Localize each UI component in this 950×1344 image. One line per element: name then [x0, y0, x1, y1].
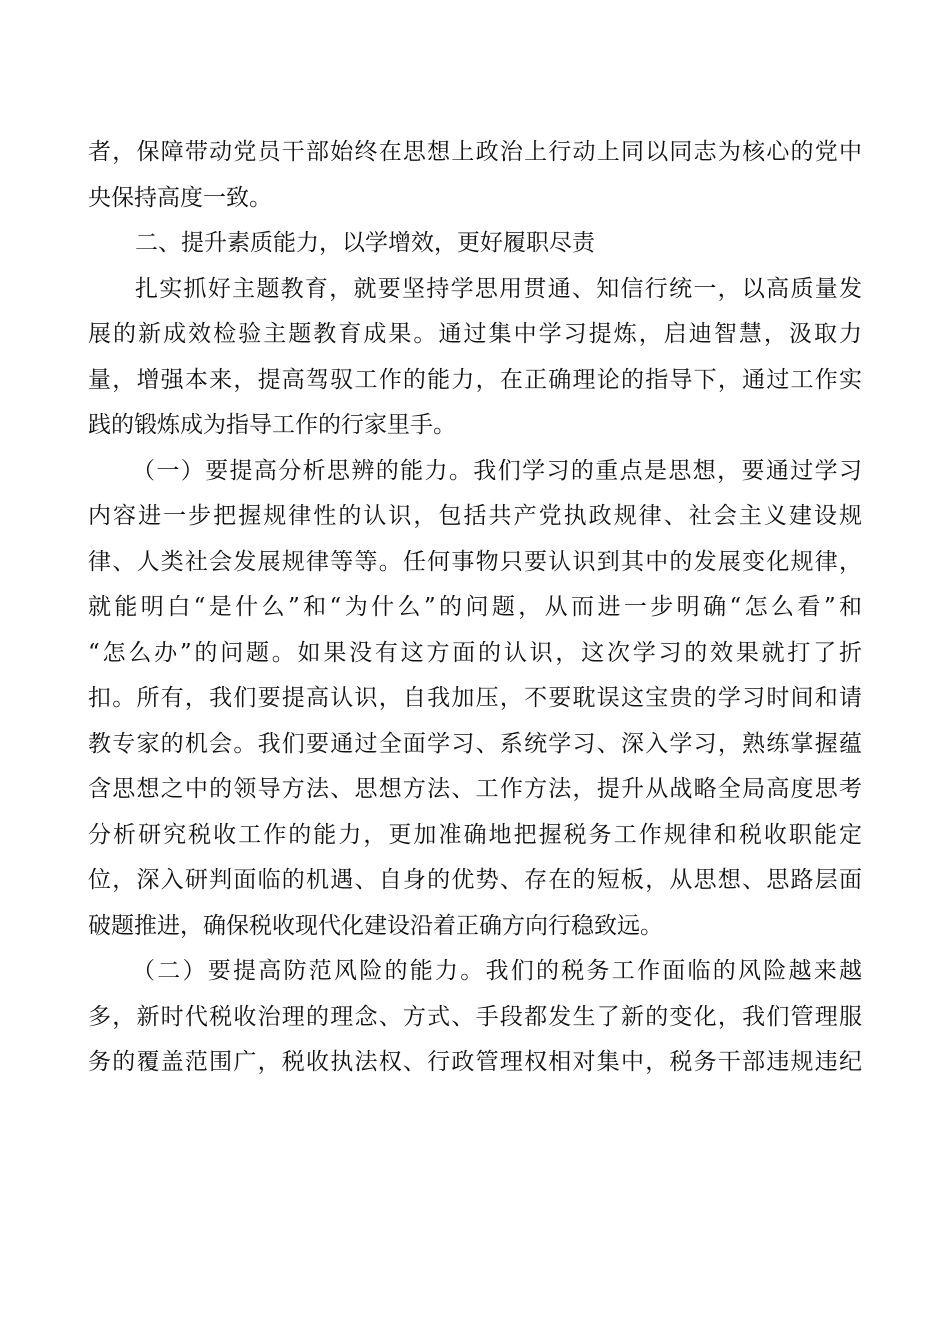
text-line: 量，增强本来，提高驾驭工作的能力，在正确理论的指导下，通过工作实 — [88, 366, 862, 393]
text-line: 位，深入研判面临的机遇、自身的优势、存在的短板，从思想、思路层面 — [88, 867, 862, 893]
subsection-line: （一）要提高分析思辨的能力。我们学习的重点是思想，要通过学习 — [132, 457, 862, 484]
section-heading: 二、提升素质能力，以学增效，更好履职尽责 — [135, 230, 595, 256]
text-line: 教专家的机会。我们要通过全面学习、系统学习、深入学习，熟练掌握蕴 — [88, 730, 862, 757]
text-line: 就能明白“是什么”和“为什么”的问题，从而进一步明确“怎么看”和 — [88, 594, 862, 620]
text-line: 践的锻炼成为指导工作的行家里手。 — [88, 412, 456, 438]
text-line: 务的覆盖范围广，税收执法权、行政管理权相对集中，税务干部违规违纪 — [88, 1049, 862, 1075]
text-line: 扎实抓好主题教育，就要坚持学思用贯通、知信行统一，以高质量发 — [135, 275, 862, 302]
text-line: 者，保障带动党员干部始终在思想上政治上行动上同以同志为核心的党中 — [88, 139, 862, 165]
text-line: 央保持高度一致。 — [88, 184, 272, 211]
subsection-line: （二）要提高防范风险的能力。我们的税务工作面临的风险越来越 — [132, 958, 862, 984]
text-line: 内容进一步把握规律性的认识，包括共产党执政规律、社会主义建设规 — [88, 503, 862, 529]
text-line: 含思想之中的领导方法、思想方法、工作方法，提升从战略全局高度思考 — [88, 776, 862, 802]
text-line: 分析研究税收工作的能力，更加准确地把握税务工作规律和税收职能定 — [88, 821, 862, 848]
text-line: 多，新时代税收治理的理念、方式、手段都发生了新的变化，我们管理服 — [88, 1003, 862, 1030]
text-line: 律、人类社会发展规律等等。任何事物只要认识到其中的发展变化规律， — [88, 548, 862, 575]
text-line: 展的新成效检验主题教育成果。通过集中学习提炼，启迪智慧，汲取力 — [88, 321, 862, 347]
document-body — [88, 130, 862, 1086]
text-line: 破题推进，确保税收现代化建设沿着正确方向行稳致远。 — [88, 912, 663, 939]
text-line: “怎么办”的问题。如果没有这方面的认识，这次学习的效果就打了折 — [88, 639, 862, 666]
text-line: 扣。所有，我们要提高认识，自我加压，不要耽误这宝贵的学习时间和请 — [88, 685, 862, 711]
